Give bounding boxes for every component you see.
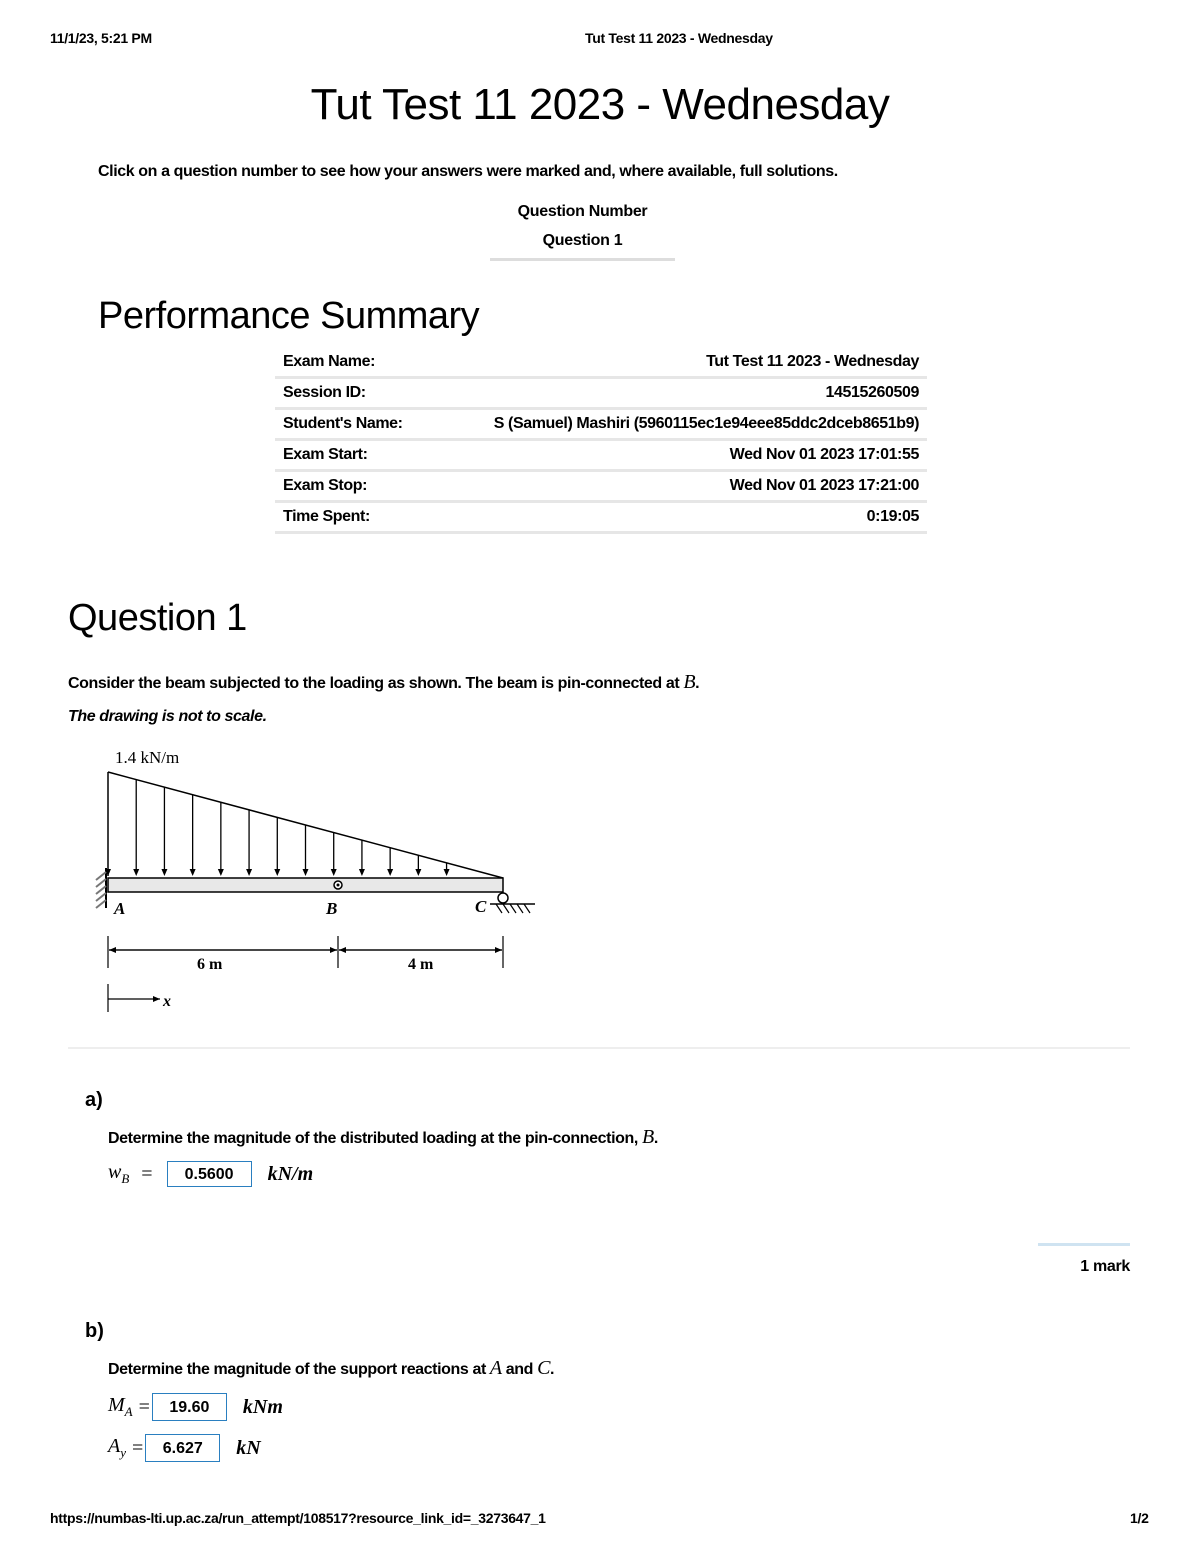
unit-label: kNm [242,1395,283,1418]
part-a-label: a) [85,1089,103,1111]
row-label: Exam Stop: [275,471,428,502]
part-b-prompt [108,1357,554,1380]
answer-field-ma[interactable]: 19.60 [152,1393,227,1421]
question-1-link[interactable]: Question 1 [490,232,675,261]
performance-summary-heading: Performance Summary [98,295,480,337]
marks-rule [1038,1243,1130,1246]
load-arrowhead [387,869,393,876]
divider [68,1047,1130,1049]
table-row [275,440,927,471]
math-var: B [641,1126,654,1148]
intro-text: Click on a question number to see how your answers were marked and, where available, full solutions. [98,163,838,180]
prompt-end: . [695,675,700,692]
prompt-text: Consider the beam subjected to the loading as shown. The beam is pin-connected at [68,675,684,692]
load-arrowhead [246,869,252,876]
fixed-support-icon [96,868,106,908]
dimension-bc-label: 4 m [408,956,434,973]
part-b-label: b) [85,1320,104,1342]
variable-label: $w_B$ [108,1161,130,1186]
math-var: C [537,1357,551,1379]
load-arrowhead [444,869,450,876]
page-number: 1/2 [1130,1510,1149,1526]
unit-label: kN [236,1436,261,1459]
dimension-ab-label: 6 m [197,956,223,973]
roller-support-icon [490,893,535,913]
row-value: Wed Nov 01 2023 17:01:55 [428,440,927,471]
part-b-answer-row-ma [108,1393,283,1421]
distributed-load-arrows [105,780,450,876]
row-value: Wed Nov 01 2023 17:21:00 [428,471,927,502]
row-value: 14515260509 [428,378,927,409]
point-a-label: A [114,899,126,918]
unit-label: kN/m [267,1162,314,1185]
table-row [275,471,927,502]
marks-badge: 1 mark [1080,1258,1130,1275]
load-arrowhead [133,869,139,876]
row-value: Tut Test 11 2023 - Wednesday [428,348,927,378]
answer-field-wb[interactable]: 0.5600 [167,1161,252,1187]
math-var: B [683,671,696,693]
question-prompt [68,671,699,694]
row-label: Session ID: [275,378,428,409]
prompt-end: . [653,1130,658,1147]
equals-sign: = [132,1436,144,1459]
page-title: Tut Test 11 2023 - Wednesday [310,80,890,129]
performance-summary-table [275,348,927,534]
part-a-prompt [108,1126,658,1149]
equals-sign: = [138,1395,150,1418]
math-var: A [489,1357,502,1379]
load-arrowhead [190,869,196,876]
part-a-answer-row [108,1161,313,1187]
question-number-heading: Question Number [517,203,648,220]
load-intensity-label: 1.4 kN/m [115,748,180,767]
point-c-label: C [475,897,487,916]
print-datetime: 11/1/23, 5:21 PM [50,30,152,46]
row-label: Exam Name: [275,348,428,378]
load-arrowhead [274,869,280,876]
load-arrowhead [331,869,337,876]
load-arrowhead [303,869,309,876]
load-arrowhead [415,869,421,876]
print-footer-url: https://numbas-lti.up.ac.za/run_attempt/108517?resource_link_id=_3273647_1 [50,1510,546,1526]
prompt-end: . [550,1361,555,1378]
load-arrowhead [359,869,365,876]
prompt-text: Determine the magnitude of the distributed loading at the pin-connection, [108,1130,642,1147]
load-arrowhead [218,869,224,876]
question-1-heading: Question 1 [68,597,247,639]
x-axis-label: x [163,993,171,1010]
variable-label: $M_A$ [108,1394,133,1419]
equals-sign: = [141,1162,153,1185]
answer-field-ay[interactable]: 6.627 [145,1434,220,1462]
variable-label: $A_y$ [108,1435,126,1460]
beam-diagram [90,740,550,1025]
row-label: Exam Start: [275,440,428,471]
beam [108,878,503,892]
table-row [275,502,927,533]
load-arrowhead [161,869,167,876]
prompt-text: and [501,1361,538,1378]
row-label: Student's Name: [275,409,428,440]
prompt-text: Determine the magnitude of the support reactions at [108,1361,490,1378]
drawing-note: The drawing is not to scale. [68,708,267,725]
row-value: 0:19:05 [428,502,927,533]
row-label: Time Spent: [275,502,428,533]
print-header-title: Tut Test 11 2023 - Wednesday [585,30,773,46]
table-row [275,348,927,378]
row-value: S (Samuel) Mashiri (5960115ec1e94eee85ddc2dceb8651b9) [428,409,927,440]
point-b-label: B [326,899,338,918]
table-row [275,409,927,440]
table-row [275,378,927,409]
part-b-answer-row-ay [108,1434,261,1462]
